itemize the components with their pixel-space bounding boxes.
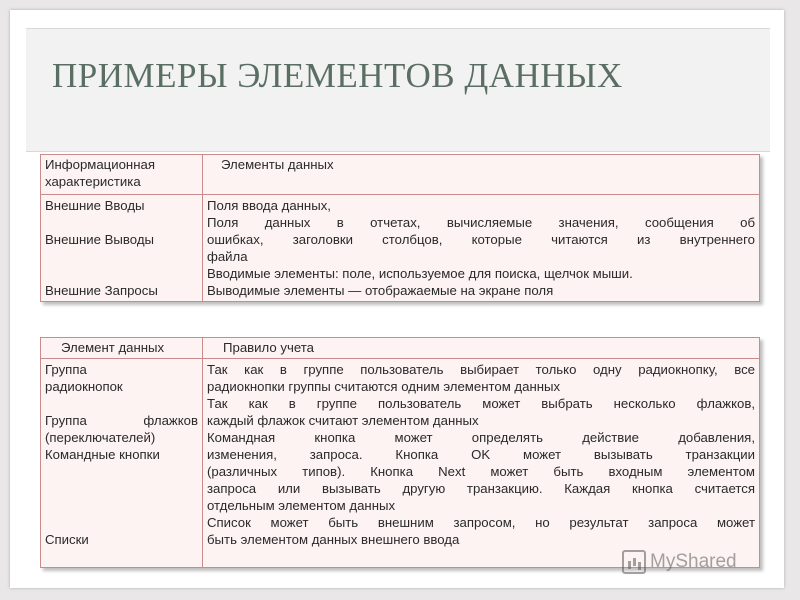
- spacer-line: [45, 548, 198, 565]
- spacer-line: [45, 395, 198, 412]
- text-line: (различных типов). Кнопка Next может быть входным элементом: [207, 464, 755, 479]
- spacer-line: [45, 248, 198, 265]
- table-header-row: [41, 155, 760, 195]
- text-line: Поля данных в отчетах, вычисляемые значения, сообщения об: [207, 215, 755, 230]
- text-line: запроса или вызывать другую транзакцию. Каждая кнопка считается: [207, 481, 755, 496]
- rule-cell: [203, 359, 760, 568]
- row-label: Группа: [45, 362, 87, 377]
- row-label: (переключателей): [45, 430, 156, 445]
- element-cell: [41, 359, 203, 568]
- row-label: Списки: [45, 532, 89, 547]
- spacer-line: [45, 463, 198, 480]
- text-line: Выводимые элементы — отображаемые на экране поля: [207, 283, 554, 298]
- header-cell-accounting-rule: [203, 338, 760, 359]
- row-label: Командные кнопки: [45, 447, 160, 462]
- row-label: Внешние Вводы: [45, 198, 145, 213]
- text-line: изменения, запроса. Кнопка OK может вызывать транзакции: [207, 447, 755, 462]
- text-line: каждый флажок считают элементом данных: [207, 413, 479, 428]
- header-line: характеристика: [45, 174, 141, 189]
- header-line: Элемент данных: [61, 340, 165, 355]
- header-cell-info-characteristic: [41, 155, 203, 195]
- header-line: Информационная: [45, 157, 155, 172]
- row-label: Группа флажков: [45, 413, 198, 428]
- accounting-rules-table: [40, 337, 760, 568]
- spacer-line: [45, 214, 198, 231]
- text-line: Вводимые элементы: поле, используемое для поиска, щелчок мыши.: [207, 266, 633, 281]
- slide: [10, 10, 784, 588]
- header-line: Правило учета: [223, 340, 314, 355]
- data-elements-table: [40, 154, 760, 302]
- spacer-line: [45, 497, 198, 514]
- table-row: [41, 359, 760, 568]
- text-line: Так как в группе пользователь может выбрать несколько флажков,: [207, 396, 755, 411]
- table-row: [41, 195, 760, 302]
- characteristics-cell: [41, 195, 203, 302]
- header-line: Элементы данных: [221, 157, 334, 172]
- table-header-row: [41, 338, 760, 359]
- chart-board-icon: [622, 550, 646, 574]
- watermark: [622, 550, 737, 574]
- row-label: Внешние Выводы: [45, 232, 154, 247]
- header-cell-data-element: [41, 338, 203, 359]
- spacer-line: [45, 514, 198, 531]
- header-cell-data-elements: [203, 155, 760, 195]
- spacer-line: [45, 265, 198, 282]
- watermark-text: MyShared: [650, 551, 737, 572]
- text-line: Список может быть внешним запросом, но результат запроса может: [207, 515, 755, 530]
- text-line: Командная кнопка может определять действие добавления,: [207, 430, 755, 445]
- elements-cell: [203, 195, 760, 302]
- spacer-line: [45, 480, 198, 497]
- text-line: отдельным элементом данных: [207, 498, 396, 513]
- text-line: Поля ввода данных,: [207, 198, 331, 213]
- text-line: Так как в группе пользователь выбирает только одну радиокнопку, все: [207, 362, 755, 377]
- text-line: радиокнопки группы считаются одним элементом данных: [207, 379, 561, 394]
- text-line: быть элементом данных внешнего ввода: [207, 532, 460, 547]
- slide-title: ПРИМЕРЫ ЭЛЕМЕНТОВ ДАННЫХ: [52, 56, 623, 95]
- row-label: Внешние Запросы: [45, 283, 158, 298]
- text-line: ошибках, заголовки столбцов, которые читаются из внутреннего: [207, 232, 755, 247]
- row-label: радиокнопок: [45, 379, 123, 394]
- text-line: файла: [207, 249, 248, 264]
